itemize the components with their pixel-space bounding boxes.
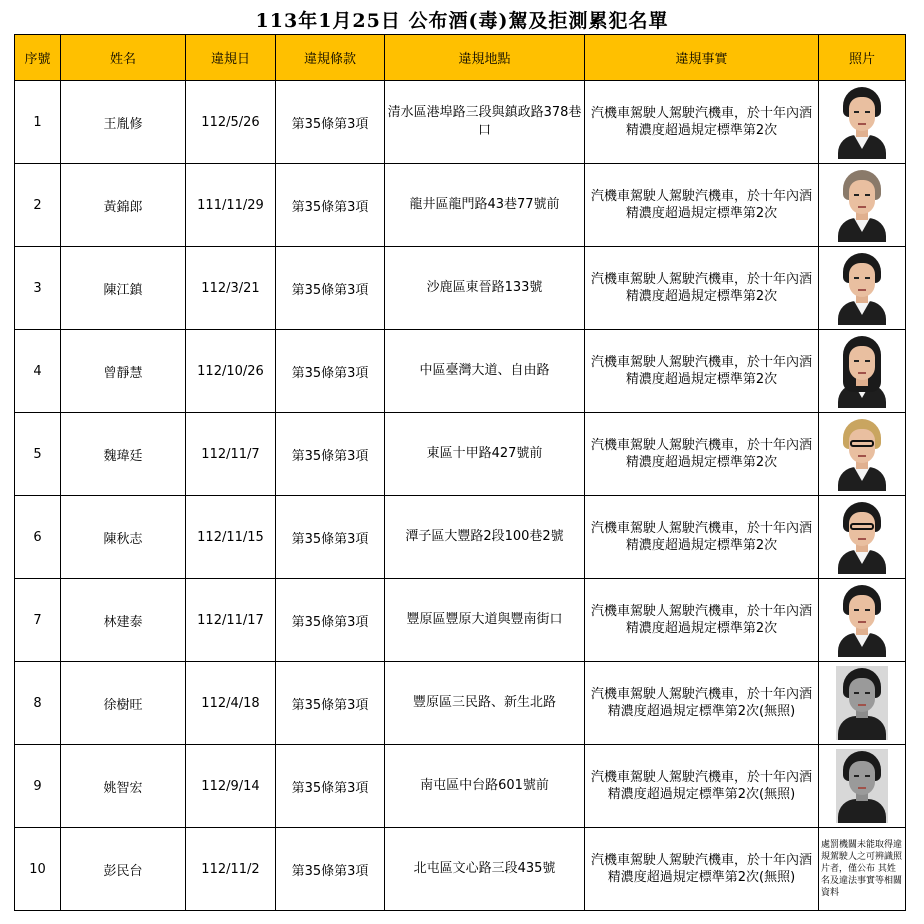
row-clause: 第35條第3項 — [276, 247, 385, 330]
row-number: 5 — [15, 413, 61, 496]
table-row — [15, 164, 906, 247]
row-date: 112/11/7 — [186, 413, 276, 496]
row-date: 112/4/18 — [186, 662, 276, 745]
row-name: 魏瑋廷 — [61, 413, 186, 496]
row-location: 中區臺灣大道、自由路 — [385, 330, 585, 413]
row-photo-cell — [819, 413, 906, 496]
row-clause: 第35條第3項 — [276, 828, 385, 911]
header-clause: 違規條款 — [276, 35, 385, 81]
table-row — [15, 496, 906, 579]
row-number: 4 — [15, 330, 61, 413]
row-number: 9 — [15, 745, 61, 828]
table-row — [15, 413, 906, 496]
row-fact: 汽機車駕駛人駕駛汽機車，於十年內酒精濃度超過規定標準第2次 — [585, 330, 819, 413]
row-fact: 汽機車駕駛人駕駛汽機車，於十年內酒精濃度超過規定標準第2次 — [585, 496, 819, 579]
header-date: 違規日 — [186, 35, 276, 81]
offender-table — [14, 34, 906, 911]
portrait-photo — [836, 85, 888, 159]
table-row — [15, 330, 906, 413]
row-number: 3 — [15, 247, 61, 330]
row-location: 清水區港埠路三段與鎮政路378巷口 — [385, 81, 585, 164]
row-clause: 第35條第3項 — [276, 579, 385, 662]
portrait-photo — [836, 334, 888, 408]
table-row — [15, 579, 906, 662]
row-fact: 汽機車駕駛人駕駛汽機車，於十年內酒精濃度超過規定標準第2次 — [585, 247, 819, 330]
table-header-row — [15, 35, 906, 81]
row-clause: 第35條第3項 — [276, 164, 385, 247]
row-name: 徐樹旺 — [61, 662, 186, 745]
row-name: 林建泰 — [61, 579, 186, 662]
row-name: 陳江鎮 — [61, 247, 186, 330]
header-location: 違規地點 — [385, 35, 585, 81]
row-fact: 汽機車駕駛人駕駛汽機車，於十年內酒精濃度超過規定標準第2次 — [585, 164, 819, 247]
row-fact: 汽機車駕駛人駕駛汽機車，於十年內酒精濃度超過規定標準第2次 — [585, 413, 819, 496]
table-row — [15, 247, 906, 330]
row-clause: 第35條第3項 — [276, 496, 385, 579]
row-photo-cell — [819, 828, 906, 911]
header-fact: 違規事實 — [585, 35, 819, 81]
header-number: 序號 — [15, 35, 61, 81]
row-photo-cell — [819, 247, 906, 330]
row-fact: 汽機車駕駛人駕駛汽機車，於十年內酒精濃度超過規定標準第2次(無照) — [585, 745, 819, 828]
row-name: 姚智宏 — [61, 745, 186, 828]
row-date: 112/11/15 — [186, 496, 276, 579]
row-location: 潭子區大豐路2段100巷2號 — [385, 496, 585, 579]
row-name: 黃錦郎 — [61, 164, 186, 247]
table-row — [15, 81, 906, 164]
row-date: 112/11/17 — [186, 579, 276, 662]
row-photo-cell — [819, 579, 906, 662]
portrait-photo — [836, 500, 888, 574]
row-photo-cell — [819, 81, 906, 164]
row-name: 陳秋志 — [61, 496, 186, 579]
row-date: 112/11/2 — [186, 828, 276, 911]
row-clause: 第35條第3項 — [276, 745, 385, 828]
row-location: 豐原區豐原大道與豐南街口 — [385, 579, 585, 662]
row-number: 6 — [15, 496, 61, 579]
portrait-photo — [836, 749, 888, 823]
row-date: 112/9/14 — [186, 745, 276, 828]
row-name: 王胤修 — [61, 81, 186, 164]
row-clause: 第35條第3項 — [276, 413, 385, 496]
row-number: 1 — [15, 81, 61, 164]
row-photo-cell — [819, 330, 906, 413]
row-date: 112/5/26 — [186, 81, 276, 164]
row-location: 北屯區文心路三段435號 — [385, 828, 585, 911]
portrait-photo — [836, 666, 888, 740]
row-number: 7 — [15, 579, 61, 662]
row-fact: 汽機車駕駛人駕駛汽機車，於十年內酒精濃度超過規定標準第2次 — [585, 81, 819, 164]
row-photo-cell — [819, 496, 906, 579]
row-location: 東區十甲路427號前 — [385, 413, 585, 496]
header-name: 姓名 — [61, 35, 186, 81]
row-fact: 汽機車駕駛人駕駛汽機車，於十年內酒精濃度超過規定標準第2次(無照) — [585, 828, 819, 911]
row-date: 112/3/21 — [186, 247, 276, 330]
row-fact: 汽機車駕駛人駕駛汽機車，於十年內酒精濃度超過規定標準第2次 — [585, 579, 819, 662]
row-location: 龍井區龍門路43巷77號前 — [385, 164, 585, 247]
portrait-photo — [836, 417, 888, 491]
row-clause: 第35條第3項 — [276, 662, 385, 745]
row-clause: 第35條第3項 — [276, 330, 385, 413]
portrait-photo — [836, 168, 888, 242]
row-name: 彭民台 — [61, 828, 186, 911]
row-date: 112/10/26 — [186, 330, 276, 413]
row-number: 2 — [15, 164, 61, 247]
table-row — [15, 828, 906, 911]
document-title: 113年1月25日 公布酒(毒)駕及拒測累犯名單 — [255, 10, 669, 32]
portrait-photo — [836, 583, 888, 657]
row-clause: 第35條第3項 — [276, 81, 385, 164]
portrait-photo — [836, 251, 888, 325]
row-location: 豐原區三民路、新生北路 — [385, 662, 585, 745]
table-row — [15, 745, 906, 828]
row-name: 曾靜慧 — [61, 330, 186, 413]
row-location: 南屯區中台路601號前 — [385, 745, 585, 828]
row-photo-cell — [819, 745, 906, 828]
row-location: 沙鹿區東晉路133號 — [385, 247, 585, 330]
table-row — [15, 662, 906, 745]
row-number: 8 — [15, 662, 61, 745]
header-photo: 照片 — [819, 35, 906, 81]
row-number: 10 — [15, 828, 61, 911]
row-photo-cell — [819, 662, 906, 745]
row-fact: 汽機車駕駛人駕駛汽機車，於十年內酒精濃度超過規定標準第2次(無照) — [585, 662, 819, 745]
row-photo-cell — [819, 164, 906, 247]
photo-unavailable-note: 處罰機關未能取得違規駕駛人之可辨識照片者，僅公布 其姓名及違法事實等相關資料 — [821, 840, 903, 898]
row-date: 111/11/29 — [186, 164, 276, 247]
